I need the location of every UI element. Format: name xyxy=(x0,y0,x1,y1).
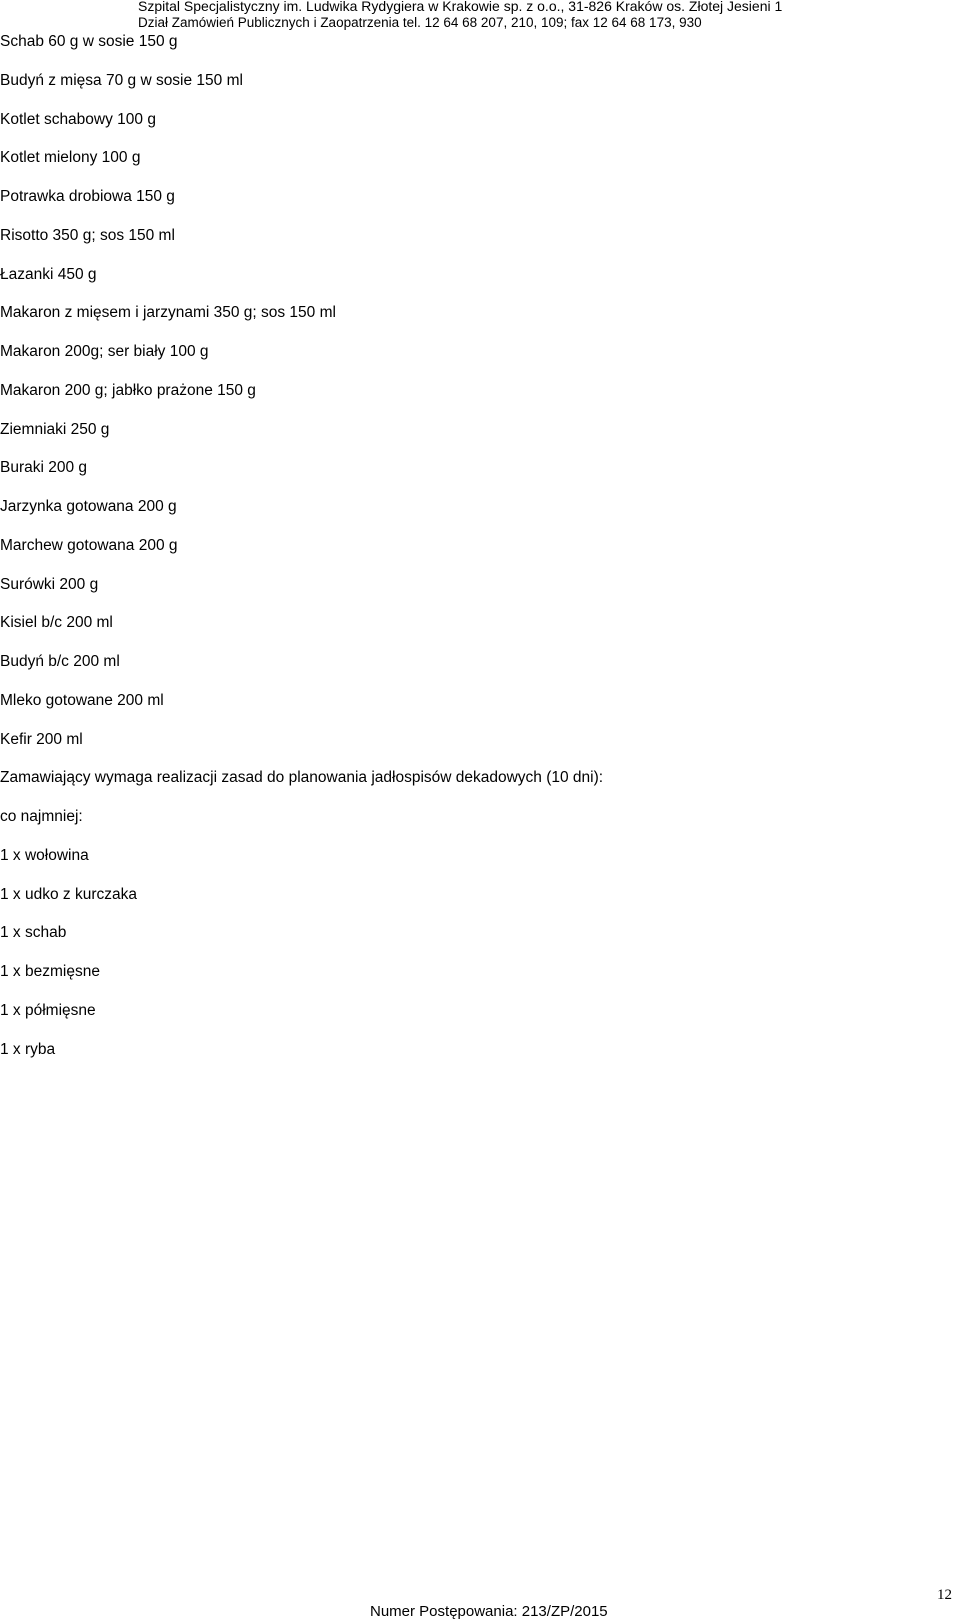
list-item: Makaron 200 g; jabłko prażone 150 g xyxy=(0,381,256,399)
list-item: Kotlet mielony 100 g xyxy=(0,149,141,167)
page-number: 12 xyxy=(937,1587,952,1603)
menu-item-list xyxy=(0,31,940,1077)
list-item: 1 x udko z kurczaka xyxy=(0,885,137,903)
list-item: Budyń b/c 200 ml xyxy=(0,653,120,670)
list-item: 1 x wołowina xyxy=(0,846,89,864)
list-item: Risotto 350 g; sos 150 ml xyxy=(0,226,175,244)
list-item: Makaron z mięsem i jarzynami 350 g; sos 150 ml xyxy=(0,304,336,322)
list-item: Zamawiający wymaga realizacji zasad do planowania jadłospisów dekadowych (10 dni): xyxy=(0,769,604,787)
list-item: Marchew gotowana 200 g xyxy=(0,536,178,554)
list-item: Kisiel b/c 200 ml xyxy=(0,614,113,632)
list-item: 1 x półmięsne xyxy=(0,1001,96,1019)
list-item: Jarzynka gotowana 200 g xyxy=(0,498,177,515)
list-item: co najmniej: xyxy=(0,808,83,825)
list-item: Makaron 200g; ser biały 100 g xyxy=(0,343,209,360)
list-item: Mleko gotowane 200 ml xyxy=(0,691,164,709)
list-item: 1 x ryba xyxy=(0,1040,56,1058)
list-item: Ziemniaki 250 g xyxy=(0,420,110,438)
page-header xyxy=(0,0,960,34)
list-item: Budyń z mięsa 70 g w sosie 150 ml xyxy=(0,71,243,89)
list-item: 1 x schab xyxy=(0,924,67,942)
header-department-contact: Dział Zamówień Publicznych i Zaopatrzenia tel. 12 64 68 207, 210, 109; fax 12 64 68 173, 930 xyxy=(138,15,702,30)
list-item: Buraki 200 g xyxy=(0,459,88,477)
procurement-number-footer: Numer Postępowania: 213/ZP/2015 xyxy=(370,1603,608,1620)
list-item: Łazanki 450 g xyxy=(0,265,97,283)
list-item: Kefir 200 ml xyxy=(0,730,83,748)
header-hospital-address: Szpital Specjalistyczny im. Ludwika Rydygiera w Krakowie sp. z o.o., 31-826 Kraków os. Złotej Jesieni 1 xyxy=(138,0,783,14)
list-item: 1 x bezmięsne xyxy=(0,963,100,980)
list-item: Potrawka drobiowa 150 g xyxy=(0,188,175,205)
list-item: Schab 60 g w sosie 150 g xyxy=(0,33,178,50)
list-item: Surówki 200 g xyxy=(0,575,99,593)
list-item: Kotlet schabowy 100 g xyxy=(0,110,156,128)
